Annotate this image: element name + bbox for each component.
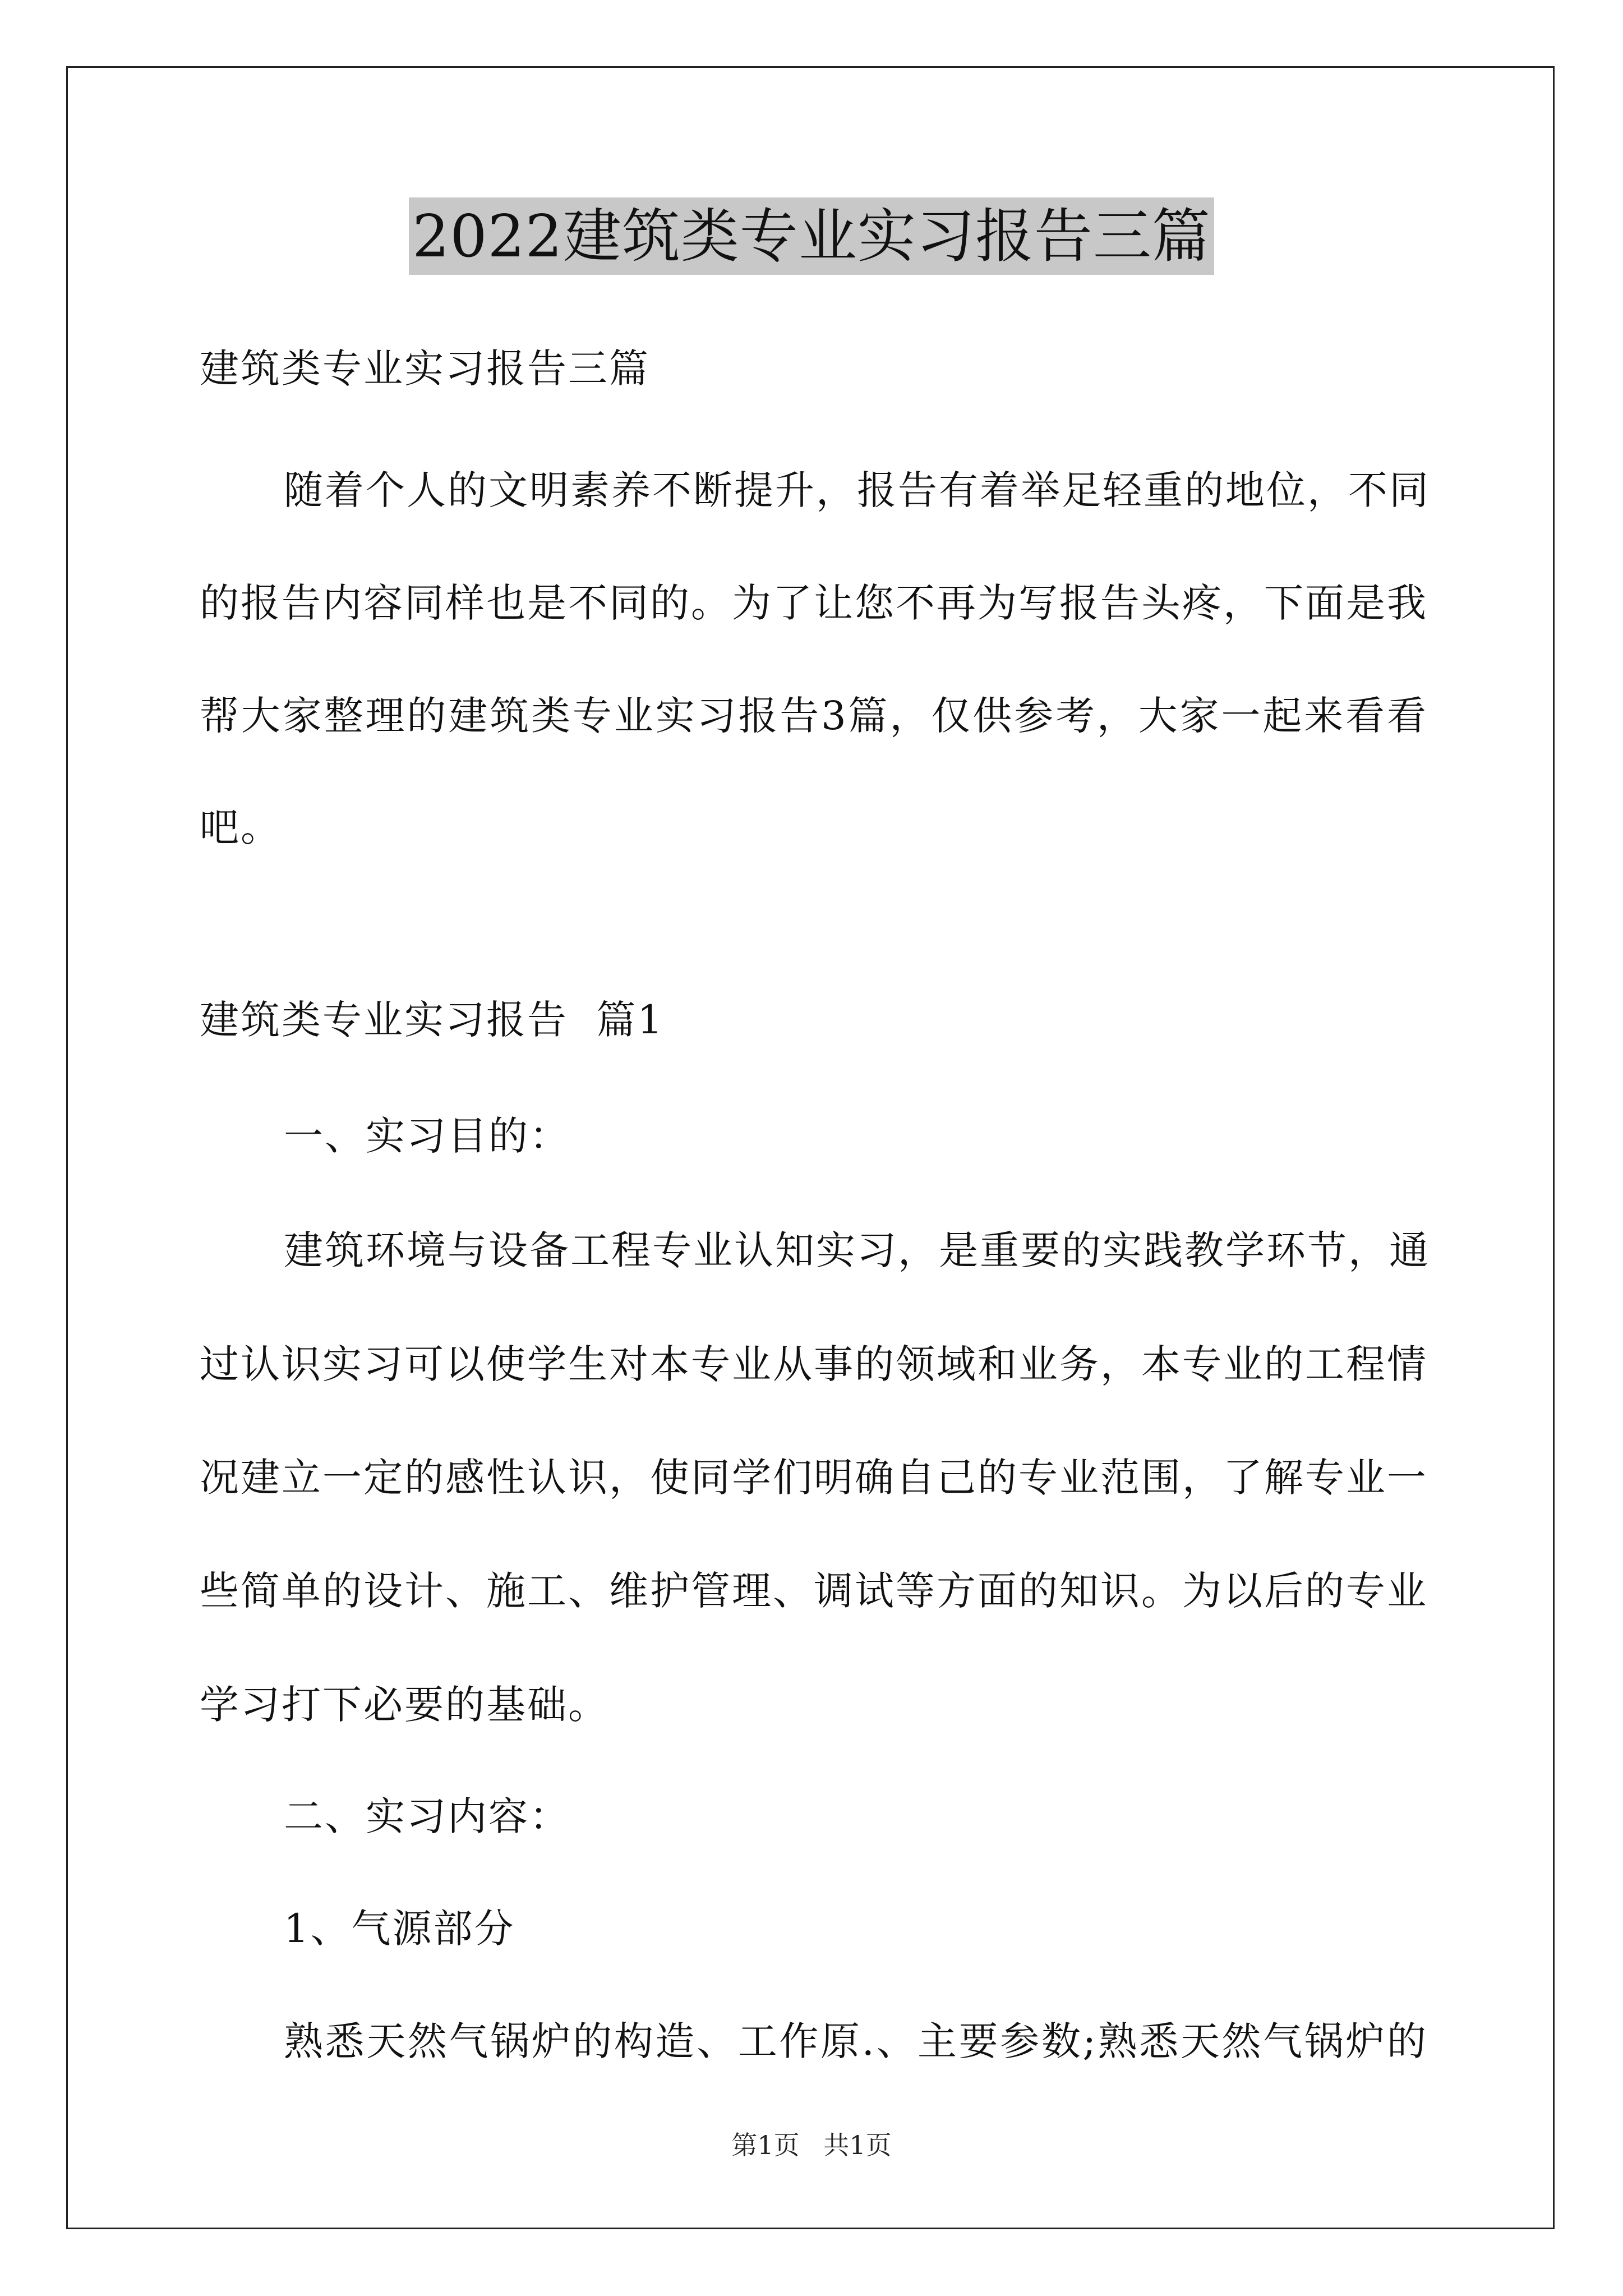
- content-line-1: 熟悉天然气锅炉的构造、工作原.、主要参数;熟悉天然气锅炉的: [284, 2018, 1428, 2064]
- purpose-line-1: 建筑环境与设备工程专业认知实习，是重要的实践教学环节，通: [284, 1227, 1430, 1273]
- page-number: 第1页: [731, 2130, 800, 2160]
- title-wrap: [0, 197, 1623, 275]
- document-subtitle: 建筑类专业实习报告三篇: [200, 346, 650, 392]
- page-footer: [0, 2128, 1623, 2162]
- purpose-line-3: 况建立一定的感性认识，使同学们明确自己的专业范围，了解专业一: [200, 1455, 1428, 1501]
- item-gas-source: 1、气源部分: [284, 1906, 515, 1952]
- intro-line-3: 帮大家整理的建筑类专业实习报告3篇，仅供参考，大家一起来看看: [200, 693, 1428, 739]
- heading-content: 二、实习内容：: [284, 1793, 570, 1839]
- section-heading: 建筑类专业实习报告 篇1: [200, 997, 665, 1043]
- intro-line-4: 吧。: [200, 804, 282, 850]
- intro-line-2: 的报告内容同样也是不同的。为了让您不再为写报告头疼，下面是我: [200, 580, 1428, 626]
- purpose-line-2: 过认识实习可以使学生对本专业从事的领域和业务，本专业的工程情: [200, 1341, 1428, 1387]
- purpose-line-4: 些简单的设计、施工、维护管理、调试等方面的知识。为以后的专业: [200, 1568, 1428, 1614]
- document-title: 2022建筑类专业实习报告三篇: [409, 197, 1214, 275]
- page-total: 共1页: [823, 2130, 892, 2160]
- intro-line-1: 随着个人的文明素养不断提升，报告有着举足轻重的地位，不同: [284, 467, 1430, 513]
- purpose-line-5: 学习打下必要的基础。: [200, 1682, 609, 1728]
- heading-purpose: 一、实习目的：: [284, 1113, 570, 1159]
